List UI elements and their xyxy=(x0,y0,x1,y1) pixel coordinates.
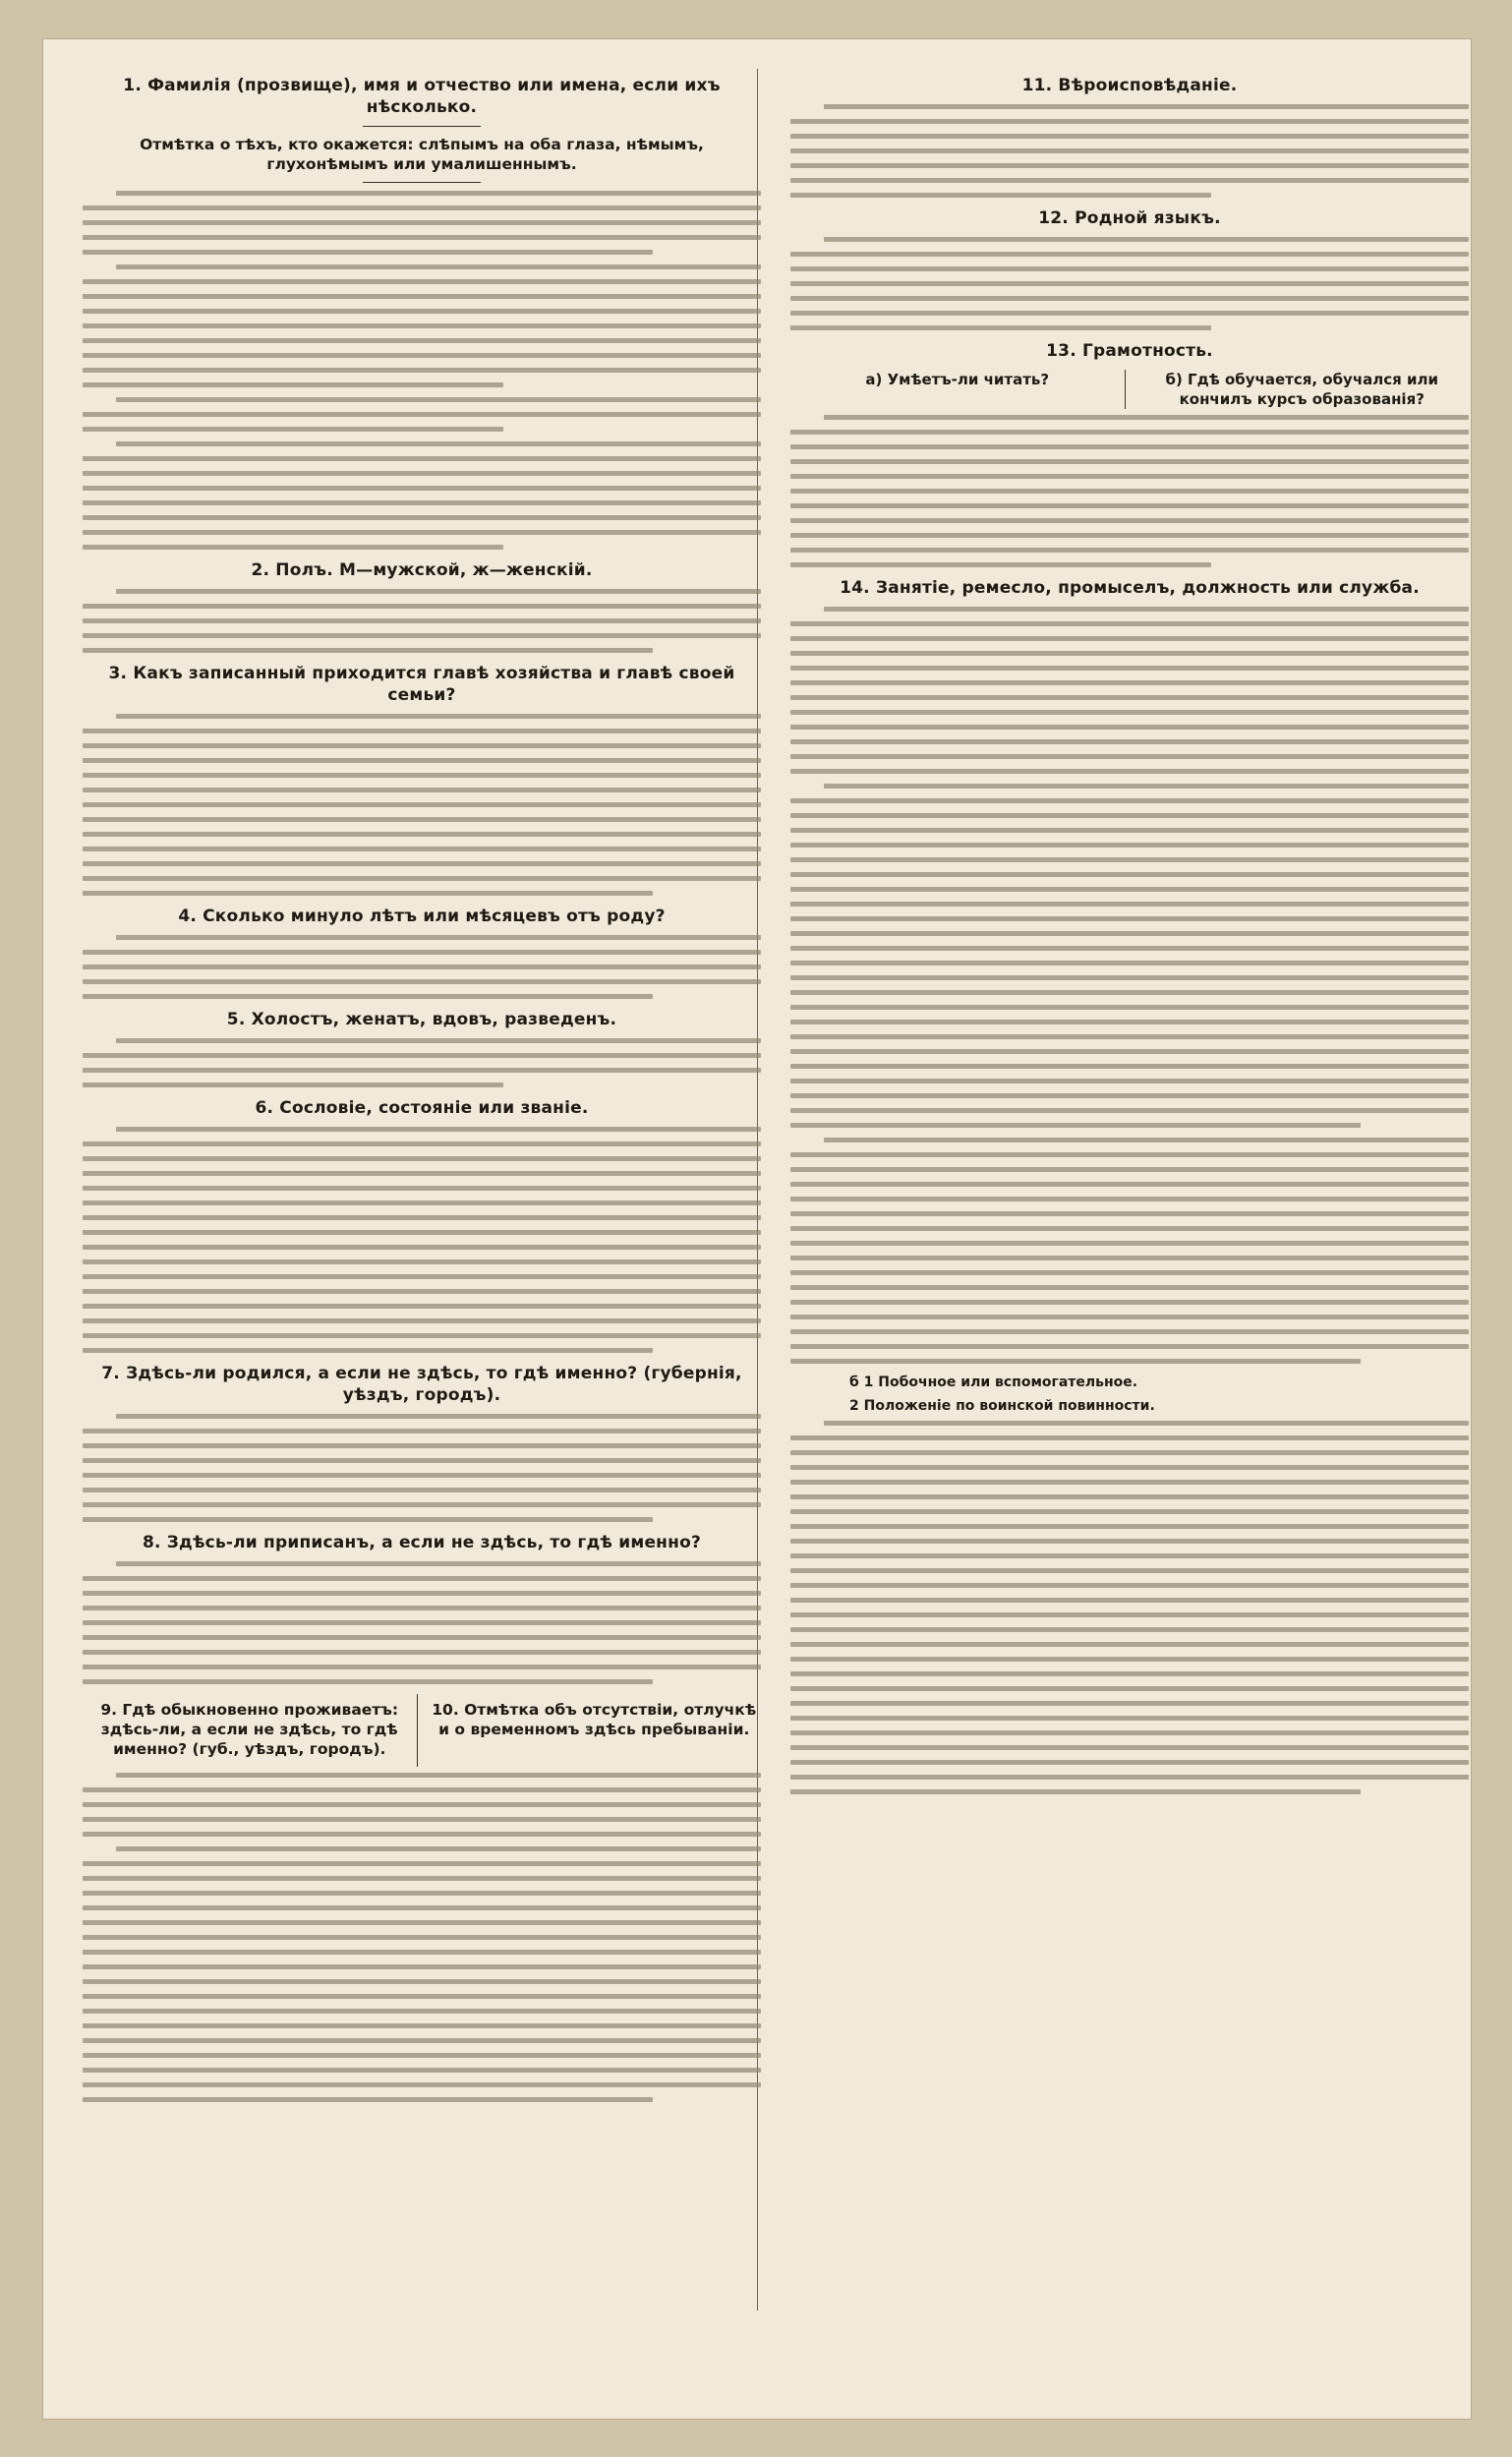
section-13-title: 13. Грамотность. xyxy=(1046,341,1213,361)
heading-rule xyxy=(363,126,481,127)
section-14-title: 14. Занятіе, ремесло, промыселъ, должность или служба. xyxy=(840,578,1420,598)
section-7-title: 7. Здѣсь-ли родился, а если не здѣсь, то гдѣ именно? (губернія, уѣздъ, городъ). xyxy=(101,1364,742,1405)
section-6-title: 6. Сословіе, состояніе или званіе. xyxy=(255,1098,589,1118)
section-14-b-body xyxy=(790,1421,1469,1794)
section-5-body xyxy=(83,1038,761,1087)
section-10-title: 10. Отмѣтка объ отсутствіи, отлучкѣ и о временномъ здѣсь пребываніи. xyxy=(432,1701,757,1738)
section-9-title: 9. Гдѣ обыкновенно проживаетъ: здѣсь-ли, а если не здѣсь, то гдѣ именно? (губ., уѣздъ, городъ). xyxy=(100,1701,399,1758)
section-3-title: 3. Какъ записанный приходится главѣ хозяйства и главѣ своей семьи? xyxy=(108,664,735,705)
section-5-title: 5. Холостъ, женатъ, вдовъ, разведенъ. xyxy=(226,1010,617,1029)
section-13-a: а) Умѣетъ-ли читать? xyxy=(865,371,1050,388)
left-column xyxy=(83,65,761,2112)
section-1-body xyxy=(83,191,761,550)
section-8-body xyxy=(83,1561,761,1684)
section-13-body xyxy=(790,415,1469,567)
section-9-10-body xyxy=(83,1773,761,2102)
section-11-title: 11. Вѣроисповѣданіе. xyxy=(1021,76,1238,95)
section-13-subheads xyxy=(790,370,1469,409)
section-12-body xyxy=(790,237,1469,330)
section-6-body xyxy=(83,1127,761,1353)
section-12-title: 12. Родной языкъ. xyxy=(1038,208,1221,228)
section-2-body xyxy=(83,589,761,653)
section-13-b: б) Гдѣ обучается, обучался или кончилъ курсъ образованія? xyxy=(1165,371,1438,408)
sections-9-10-box xyxy=(83,1694,761,1767)
section-3-body xyxy=(83,714,761,896)
section-7-body xyxy=(83,1414,761,1522)
section-14-b2: 2 Положеніе по воинской повинности. xyxy=(849,1398,1155,1414)
section-1-title: 1. Фамилія (прозвище), имя и отчество или имена, если ихъ нѣсколько. xyxy=(123,76,721,117)
heading-rule xyxy=(363,182,481,183)
section-8-title: 8. Здѣсь-ли приписанъ, а если не здѣсь, то гдѣ именно? xyxy=(142,1533,702,1552)
right-column xyxy=(790,65,1469,1804)
section-4-title: 4. Сколько минуло лѣтъ или мѣсяцевъ отъ роду? xyxy=(178,907,666,926)
section-14-body xyxy=(790,607,1469,1364)
section-4-body xyxy=(83,935,761,999)
section-14-b1: б 1 Побочное или вспомогательное. xyxy=(849,1375,1138,1390)
section-1-note: Отмѣтка о тѣхъ, кто окажется: слѣпымъ на оба глаза, нѣмымъ, глухонѣмымъ или умалишеннымъ. xyxy=(140,136,704,173)
section-2-title: 2. Полъ. М—мужской, ж—женскій. xyxy=(251,560,593,580)
document-sheet xyxy=(43,39,1471,2419)
section-11-body xyxy=(790,104,1469,198)
